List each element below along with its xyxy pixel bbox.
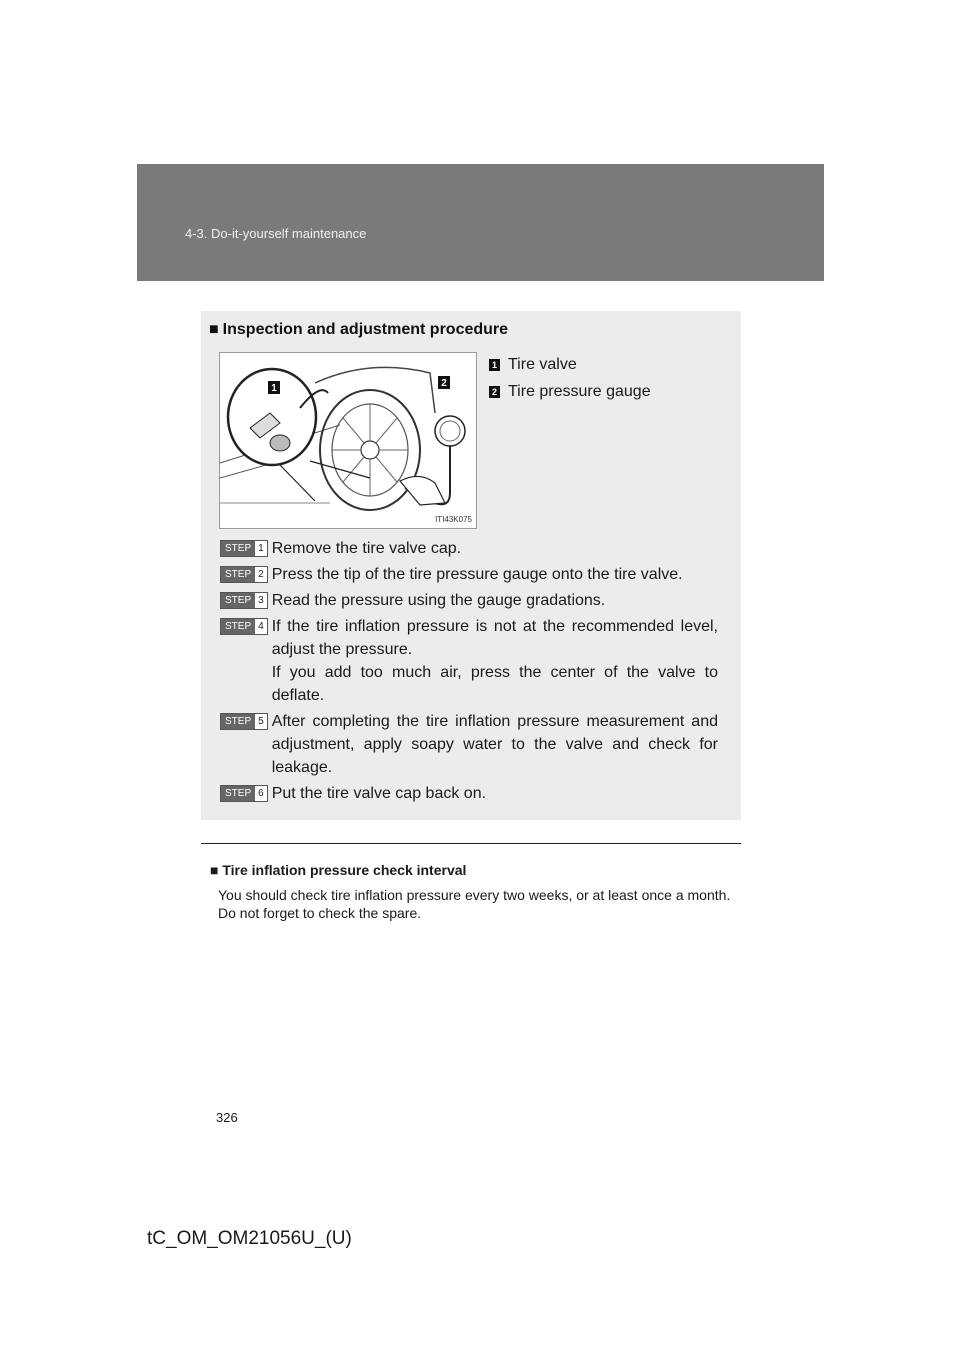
tire-valve-illustration [219, 352, 477, 529]
procedure-panel [201, 311, 741, 820]
svg-text:2: 2 [441, 378, 447, 389]
note-title-text: Tire inflation pressure check interval [222, 862, 467, 878]
step-item [220, 782, 718, 805]
section-label: 4-3. Do-it-yourself maintenance [185, 226, 367, 241]
step-badge: STEP 4 [220, 618, 268, 635]
step-text: Press the tip of the tire pressure gauge onto the tire valve. [271, 566, 683, 583]
step-badge: STEP 6 [220, 785, 268, 802]
note-line: You should check tire inflation pressure every two weeks, or at least once a month. [218, 887, 731, 903]
step-list [220, 537, 718, 808]
note-body [218, 886, 735, 922]
step-text: Read the pressure using the gauge gradations. [271, 592, 606, 609]
legend-label: Tire pressure gauge [508, 382, 651, 400]
note-line: Do not forget to check the spare. [218, 905, 422, 921]
legend-label: Tire valve [508, 355, 577, 373]
svg-text:1: 1 [271, 383, 277, 394]
figure-legend [489, 351, 651, 405]
step-item [220, 710, 718, 779]
document-id: tC_OM_OM21056U_(U) [147, 1228, 352, 1249]
step-text: After completing the tire inflation pressure measurement and adjustment, apply soapy water to the valve and check for leakage. [271, 713, 718, 776]
step-text: Put the tire valve cap back on. [271, 785, 487, 802]
step-text: If the tire inflation pressure is not at the recommended level, adjust the pressure. If you add too much air, press the center of the valve to deflate. [271, 618, 718, 704]
tire-illustration-svg [220, 353, 476, 528]
legend-number: 1 [489, 359, 500, 371]
header-band [137, 164, 824, 281]
square-bullet-icon: ■ [209, 321, 219, 338]
step-badge: STEP 3 [220, 592, 268, 609]
step-badge: STEP 1 [220, 540, 268, 557]
note-title [210, 862, 466, 878]
legend-item [489, 378, 651, 405]
page-number: 326 [216, 1110, 238, 1125]
divider [201, 843, 741, 844]
legend-number: 2 [489, 386, 500, 398]
step-item [220, 537, 718, 560]
legend-item [489, 351, 651, 378]
figure-code: ITI43K075 [435, 515, 472, 524]
step-text: Remove the tire valve cap. [271, 540, 462, 557]
panel-title [209, 321, 508, 339]
step-badge: STEP 2 [220, 566, 268, 583]
step-item [220, 615, 718, 707]
square-bullet-icon: ■ [210, 862, 219, 878]
panel-title-text: Inspection and adjustment procedure [222, 321, 509, 338]
step-item [220, 589, 718, 612]
step-item [220, 563, 718, 586]
step-badge: STEP 5 [220, 713, 268, 730]
